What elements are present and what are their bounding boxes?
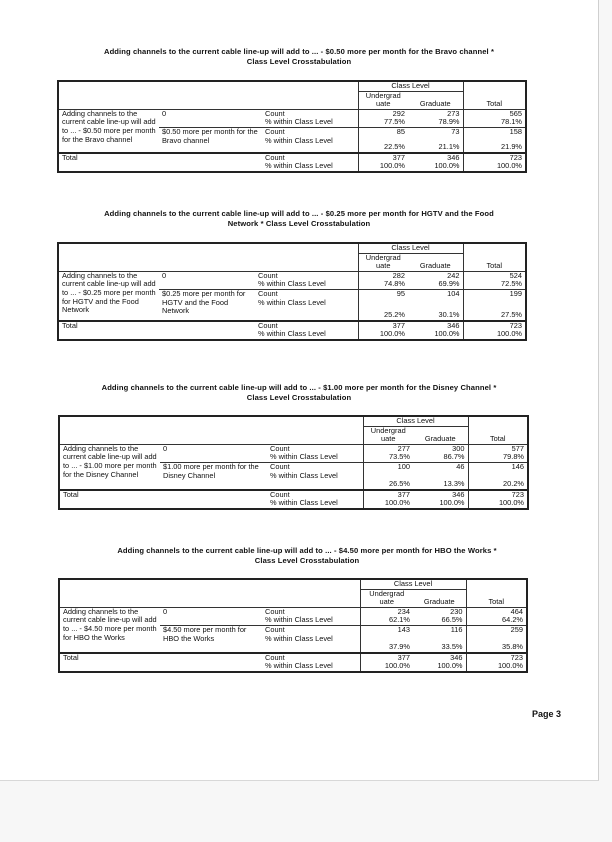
title-line-2: Class Level Crosstabulation <box>246 393 352 402</box>
row-variable-label: Adding channels to the current cable line-up will add to ... - $0.25 more per month for HGTV and the Food Network <box>62 270 156 315</box>
class-level-header: Class Level <box>358 243 463 253</box>
cell-value: 100.0% <box>466 662 527 672</box>
total-row-label: Total <box>58 153 262 172</box>
cell-value: 26.5% <box>363 472 413 490</box>
cell-value: 230 <box>450 606 463 616</box>
cell-value: 723 <box>463 321 526 331</box>
title-line-2: Network * Class Level Crosstabulation <box>227 219 371 228</box>
class-level-header: Class Level <box>363 416 468 426</box>
cell-value: 21.1% <box>438 141 460 151</box>
stat-label-count: Count <box>265 108 285 118</box>
cell-value: 69.9% <box>438 279 460 289</box>
cell-value: 100.0% <box>434 161 460 171</box>
cell-value: 234 <box>360 607 413 616</box>
cell-value: 46 <box>413 462 468 471</box>
row-variable-label: Adding channels to the current cable line-up will add to ... - $4.50 more per month for HBO the Works <box>63 606 157 642</box>
cell-value: 377 <box>358 153 408 163</box>
table-title <box>0 383 598 403</box>
col-header-undergraduate: Undergrad uate <box>360 589 413 607</box>
col-header-graduate: Graduate <box>413 426 468 444</box>
stat-label-count: Count <box>265 606 285 616</box>
crosstab-section-bravo <box>0 47 598 67</box>
stat-label-percent: % within Class Level <box>265 161 333 171</box>
cell-value: 346 <box>413 490 468 500</box>
class-level-header: Class Level <box>358 81 463 91</box>
cell-value: 104 <box>408 289 463 298</box>
stat-label-count: Count <box>267 462 363 471</box>
stat-label-count: Count <box>255 289 358 298</box>
cell-value: 79.8% <box>468 453 528 462</box>
stat-label-count: Count <box>267 490 363 500</box>
crosstab-table-hgtv <box>57 242 527 341</box>
cell-value: 282 <box>358 271 408 280</box>
cell-value: 199 <box>463 289 526 298</box>
cell-value: 723 <box>466 653 527 663</box>
cell-value: 346 <box>408 153 463 163</box>
cell-value: 300 <box>452 443 465 453</box>
total-row-label: Total <box>58 321 255 340</box>
cell-value: 464 <box>466 607 527 616</box>
stat-label-count: Count <box>258 270 278 280</box>
cell-value: 66.5% <box>441 615 463 625</box>
col-header-undergraduate: Undergrad uate <box>358 91 408 109</box>
stat-label-percent: % within Class Level <box>265 633 333 643</box>
title-line-2: Class Level Crosstabulation <box>254 556 360 565</box>
cell-value: 242 <box>447 270 460 280</box>
title-line-1: Adding channels to the current cable line-up will add to ... - $0.25 more per month for HGTV and the Food <box>104 209 494 218</box>
cell-value: 100.0% <box>439 498 465 508</box>
cell-value: 377 <box>363 490 413 500</box>
row-category-1: $0.50 more per month for the Bravo channel <box>159 127 262 152</box>
row-variable-label: Adding channels to the current cable line-up will add to ... - $0.50 more per month for the Bravo channel <box>62 108 156 144</box>
col-header-total: Total <box>463 253 526 271</box>
cell-value: 30.1% <box>438 309 460 319</box>
title-line-2: Class Level Crosstabulation <box>246 57 352 66</box>
cell-value: 22.5% <box>358 137 408 153</box>
cell-value: 273 <box>447 108 460 118</box>
crosstab-table-bravo <box>57 80 527 173</box>
cell-value: 27.5% <box>463 299 526 321</box>
crosstab-table-disney <box>58 415 529 510</box>
cell-value: 20.2% <box>468 472 528 490</box>
title-line-1: Adding channels to the current cable line-up will add to ... - $1.00 more per month for the Disney Channel * <box>101 383 497 392</box>
crosstab-table-hbo <box>58 578 528 673</box>
class-level-header: Class Level <box>360 579 466 589</box>
cell-value: 86.7% <box>443 452 465 462</box>
cell-value: 100.0% <box>434 329 460 339</box>
cell-value: 146 <box>468 462 528 471</box>
cell-value: 21.9% <box>463 137 526 153</box>
stat-label-percent: % within Class Level <box>258 329 326 339</box>
cell-value: 77.5% <box>358 118 408 127</box>
cell-value: 277 <box>363 444 413 453</box>
cell-value: 100.0% <box>358 162 408 172</box>
cell-value: 33.5% <box>441 641 463 651</box>
cell-value: 37.9% <box>360 635 413 653</box>
cell-value: 100.0% <box>468 499 528 509</box>
cell-value: 723 <box>468 490 528 500</box>
cell-value: 74.8% <box>358 280 408 289</box>
cell-value: 565 <box>463 109 526 118</box>
cell-value: 100.0% <box>463 330 526 340</box>
stat-label-percent: % within Class Level <box>270 498 338 508</box>
cell-value: 524 <box>463 271 526 280</box>
stat-label-count: Count <box>262 653 360 663</box>
cell-value: 25.2% <box>358 299 408 321</box>
col-header-undergraduate: Undergrad uate <box>358 253 408 271</box>
cell-value: 259 <box>466 625 527 634</box>
table-title <box>8 546 606 566</box>
stat-label-count: Count <box>270 443 290 453</box>
cell-value: 377 <box>360 653 413 663</box>
crosstab-section-disney <box>0 383 598 403</box>
cell-value: 73.5% <box>363 453 413 462</box>
cell-value: 292 <box>358 109 408 118</box>
total-row-label: Total <box>59 490 267 509</box>
cell-value: 78.1% <box>463 118 526 127</box>
row-category-1: $4.50 more per month for HBO the Works <box>160 625 262 652</box>
row-category-0: 0 <box>162 108 167 118</box>
cell-value: 100.0% <box>437 661 463 671</box>
total-row-label: Total <box>59 653 262 672</box>
cell-value: 13.3% <box>443 478 465 488</box>
title-line-1: Adding channels to the current cable line-up will add to ... - $0.50 more per month for the Bravo channel * <box>103 47 495 56</box>
title-line-1: Adding channels to the current cable line-up will add to ... - $4.50 more per month for HBO the Works * <box>117 546 497 555</box>
cell-value: 35.8% <box>466 635 527 653</box>
stat-label-count: Count <box>262 625 360 634</box>
stat-label-percent: % within Class Level <box>258 297 326 307</box>
col-header-graduate: Graduate <box>408 91 463 109</box>
stat-label-percent: % within Class Level <box>265 615 333 625</box>
stat-label-percent: % within Class Level <box>265 117 333 127</box>
cell-value: 78.9% <box>438 117 460 127</box>
cell-value: 100 <box>363 462 413 471</box>
cell-value: 346 <box>408 321 463 331</box>
table-title <box>0 47 598 67</box>
cell-value: 100.0% <box>358 330 408 340</box>
stat-label-percent: % within Class Level <box>258 279 326 289</box>
cell-value: 100.0% <box>363 499 413 509</box>
cell-value: 158 <box>463 127 526 136</box>
row-variable-label: Adding channels to the current cable line-up will add to ... - $1.00 more per month for the Disney Channel <box>63 443 157 479</box>
stat-label-percent: % within Class Level <box>270 470 338 480</box>
cell-value: 116 <box>413 625 466 634</box>
col-header-graduate: Graduate <box>408 253 463 271</box>
cell-value: 723 <box>463 153 526 163</box>
table-title <box>0 209 598 229</box>
cell-value: 100.0% <box>463 162 526 172</box>
col-header-total: Total <box>468 426 528 444</box>
row-category-0: 0 <box>162 270 167 280</box>
crosstab-section-hgtv <box>0 209 598 229</box>
cell-value: 577 <box>468 444 528 453</box>
row-category-1: $1.00 more per month for the Disney Channel <box>160 462 267 489</box>
cell-value: 346 <box>413 653 466 663</box>
cell-value: 64.2% <box>466 616 527 625</box>
row-category-1: $0.25 more per month for HGTV and the Food Network <box>159 289 255 320</box>
stat-label-count: Count <box>255 321 358 331</box>
stat-label-percent: % within Class Level <box>265 135 333 145</box>
cell-value: 143 <box>360 625 413 634</box>
col-header-graduate: Graduate <box>413 589 466 607</box>
page-number: Page 3 <box>532 709 562 719</box>
col-header-total: Total <box>463 91 526 109</box>
stat-label-percent: % within Class Level <box>270 452 338 462</box>
cell-value: 62.1% <box>360 616 413 625</box>
stat-label-count: Count <box>262 127 358 136</box>
row-category-0: 0 <box>163 606 168 616</box>
cell-value: 100.0% <box>360 662 413 672</box>
row-category-0: 0 <box>163 443 168 453</box>
cell-value: 95 <box>358 289 408 298</box>
cell-value: 85 <box>358 127 408 136</box>
stat-label-count: Count <box>262 153 358 163</box>
cell-value: 73 <box>408 127 463 136</box>
crosstab-section-hbo <box>8 546 606 566</box>
stat-label-percent: % within Class Level <box>265 661 333 671</box>
cell-value: 377 <box>358 321 408 331</box>
col-header-undergraduate: Undergrad uate <box>363 426 413 444</box>
col-header-total: Total <box>466 589 527 607</box>
cell-value: 72.5% <box>463 280 526 289</box>
